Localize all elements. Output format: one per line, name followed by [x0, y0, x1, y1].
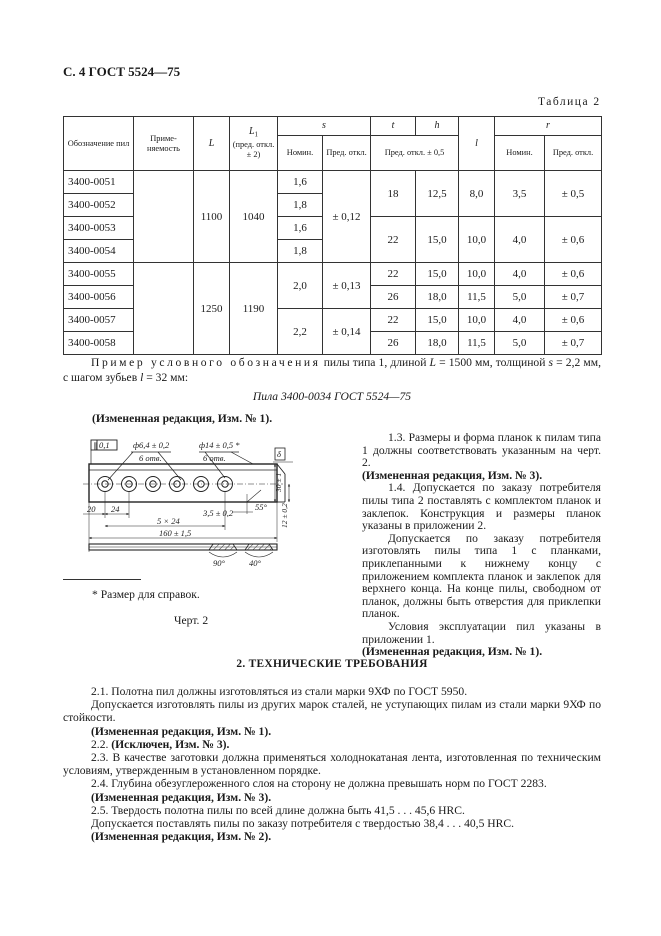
tolerance-frame-value: 0,1 [99, 440, 110, 450]
L1-cell: 1190 [230, 263, 278, 355]
col-s: s [278, 117, 371, 136]
drawing-caption: Черт. 2 [174, 614, 209, 627]
r-tolerance-cell: ± 0,6 [545, 309, 602, 332]
designation-cell: 3400-0051 [64, 171, 134, 194]
hole-a-label: ф6,4 ± 0,2 [133, 440, 170, 450]
hole-a-count: 6 отв. [139, 453, 162, 463]
section-2-body [63, 685, 601, 843]
r-tolerance-cell: ± 0,6 [545, 263, 602, 286]
applicability-cell [134, 263, 194, 355]
dim-12: 12 ± 0,2 [280, 503, 289, 528]
designation-cell: 3400-0057 [64, 309, 134, 332]
dim-90-deg: 90° [213, 558, 225, 568]
sub-r-tolerance: Пред. откл. [545, 136, 602, 171]
r-nominal-cell: 5,0 [495, 332, 545, 355]
s-nominal-cell: 1,8 [278, 240, 323, 263]
sub-s-nominal: Номин. [278, 136, 323, 171]
l-cell: 10,0 [459, 263, 495, 286]
h-cell: 18,0 [416, 286, 459, 309]
designation-cell: 3400-0052 [64, 194, 134, 217]
l-cell: 10,0 [459, 309, 495, 332]
L-cell: 1100 [194, 171, 230, 263]
col-L: L [194, 117, 230, 171]
l-cell: 10,0 [459, 217, 495, 263]
dim-160: 160 ± 1,5 [159, 528, 192, 538]
l-cell: 8,0 [459, 171, 495, 217]
table-row [64, 171, 602, 194]
s-nominal-cell: 2,2 [278, 309, 323, 355]
footnote: * Размер для справок. [92, 588, 200, 601]
dim-24: 24 [111, 504, 120, 514]
h-cell: 15,0 [416, 263, 459, 286]
edit-note-2-1: (Измененная редакция, Изм. № 1). [91, 724, 272, 738]
sub-s-tolerance: Пред. откл. [323, 136, 371, 171]
edit-note-2-4: (Измененная редакция, Изм. № 3). [91, 790, 272, 804]
para-2-3: 2.3. В качестве заготовки должна применяться холоднокатаная лента, изготовленная по техническим условиям, утвержденным в установленном порядке. [63, 751, 601, 778]
col-h: h [416, 117, 459, 136]
edit-note-izm3: (Измененная редакция, Изм. № 3). [362, 468, 543, 482]
saw-dimensions-table [63, 116, 602, 355]
t-cell: 22 [371, 217, 416, 263]
h-cell: 15,0 [416, 217, 459, 263]
col-r: r [495, 117, 602, 136]
right-column [362, 432, 601, 659]
col-t: t [371, 117, 416, 136]
t-cell: 22 [371, 309, 416, 332]
s-nominal-cell: 1,6 [278, 217, 323, 240]
dim-40-deg: 40° [249, 558, 261, 568]
dim-3-5: 3,5 ± 0,2 [203, 508, 234, 518]
t-cell: 26 [371, 286, 416, 309]
footnote-divider [63, 579, 141, 580]
col-applicability: Приме-няемость [134, 117, 194, 171]
s-nominal-cell: 1,8 [278, 194, 323, 217]
s-tolerance-cell: ± 0,12 [323, 171, 371, 263]
s-tolerance-cell: ± 0,13 [323, 263, 371, 309]
s-nominal-cell: 2,0 [278, 263, 323, 309]
table-caption: Таблица 2 [538, 96, 601, 108]
t-cell: 22 [371, 263, 416, 286]
l-cell: 11,5 [459, 286, 495, 309]
dim-30: 30 ± 1 [274, 472, 283, 492]
edit-note-2-5: (Измененная редакция, Изм. № 2). [91, 830, 272, 844]
sub-th-tolerance: Пред. откл. ± 0,5 [371, 136, 459, 171]
dim-20: 20 [87, 504, 96, 514]
L1-cell: 1040 [230, 171, 278, 263]
table-row [64, 263, 602, 286]
edit-note-izm1-right: (Измененная редакция, Изм. № 1). [362, 645, 543, 659]
col-designation: Обозначение пил [64, 117, 134, 171]
thickness-label: δ [277, 449, 281, 459]
para-1-4: 1.4. Допускается по заказу потребителя пилы типа 2 поставлять с комплектом планок и заклепок. Конструкция и размеры планок указаны в приложении 2. [362, 481, 601, 533]
para-2-2: 2.2. (Исключен, Изм. № 3). [91, 737, 230, 751]
l-cell: 11,5 [459, 332, 495, 355]
col-L1: $L_1$ (пред. откл. ± 2) [230, 117, 278, 171]
designation-cell: 3400-0054 [64, 240, 134, 263]
designation-cell: 3400-0055 [64, 263, 134, 286]
L-cell: 1250 [194, 263, 230, 355]
para-2-1b: Допускается изготовлять пилы из других марок сталей, не уступающих пилам из стали марки 9ХФ по стойкости. [63, 698, 601, 725]
hole-b-count: 6 отв. [203, 453, 226, 463]
para-2-4: 2.4. Глубина обезуглероженного слоя на сторону не должна превышать норм по ГОСТ 2283. [91, 777, 547, 791]
s-nominal-cell: 1,6 [278, 171, 323, 194]
r-nominal-cell: 4,0 [495, 309, 545, 332]
col-l: l [459, 117, 495, 171]
drawing-2 [63, 434, 293, 572]
r-tolerance-cell: ± 0,7 [545, 332, 602, 355]
page-header: С. 4 ГОСТ 5524—75 [63, 64, 181, 79]
r-nominal-cell: 4,0 [495, 263, 545, 286]
example-designation: Пила 3400-0034 ГОСТ 5524—75 [252, 390, 412, 403]
para-2-1: 2.1. Полотна пил должны изготовляться из стали марки 9ХФ по ГОСТ 5950. [91, 685, 468, 698]
section-2-title: 2. ТЕХНИЧЕСКИЕ ТРЕБОВАНИЯ [236, 658, 428, 670]
hole-b-label: ф14 ± 0,5 * [199, 440, 240, 450]
designation-cell: 3400-0056 [64, 286, 134, 309]
r-nominal-cell: 5,0 [495, 286, 545, 309]
example-paragraph: Пример условного обозначения пилы типа 1, длиной L = 1500 мм, толщиной s = 2,2 мм, с шагом зубьев l = 32 мм: [63, 356, 601, 384]
h-cell: 15,0 [416, 309, 459, 332]
h-cell: 18,0 [416, 332, 459, 355]
para-1-4b: Допускается по заказу потребителя изготовлять пилы типа 1 с планками, приклепанными к нижнему концу с приложением комплекта планок и заклепок для верхнего конца. На конце пилы, свободном от планок, должны быть отверстия для приклепки планок. [362, 531, 601, 621]
para-2-5: 2.5. Твердость полотна пилы по всей длине должна быть 41,5 . . . 45,6 HRC. [91, 803, 465, 817]
applicability-cell [134, 171, 194, 263]
r-tolerance-cell: ± 0,5 [545, 171, 602, 217]
r-nominal-cell: 3,5 [495, 171, 545, 217]
dim-55-deg: 55° [255, 502, 267, 512]
para-1-3: 1.3. Размеры и форма планок к пилам типа 1 должны соответствовать указанным на черт. 2. [362, 431, 601, 470]
sub-r-nominal: Номин. [495, 136, 545, 171]
t-cell: 26 [371, 332, 416, 355]
h-cell: 12,5 [416, 171, 459, 217]
r-tolerance-cell: ± 0,7 [545, 286, 602, 309]
s-tolerance-cell: ± 0,14 [323, 309, 371, 355]
r-nominal-cell: 4,0 [495, 217, 545, 263]
para-1-4c: Условия эксплуатации пил указаны в приложении 1. [362, 619, 601, 646]
drawing-lines [83, 440, 293, 568]
parallelism-icon: ∥ [93, 441, 98, 450]
t-cell: 18 [371, 171, 416, 217]
designation-cell: 3400-0053 [64, 217, 134, 240]
para-2-5b: Допускается поставлять пилы по заказу потребителя с твердостью 38,4 . . . 40,5 HRC. [91, 817, 514, 831]
edit-note-izm1: (Измененная редакция, Изм. № 1). [92, 412, 273, 425]
designation-cell: 3400-0058 [64, 332, 134, 355]
r-tolerance-cell: ± 0,6 [545, 217, 602, 263]
dim-5x24: 5 × 24 [157, 516, 180, 526]
